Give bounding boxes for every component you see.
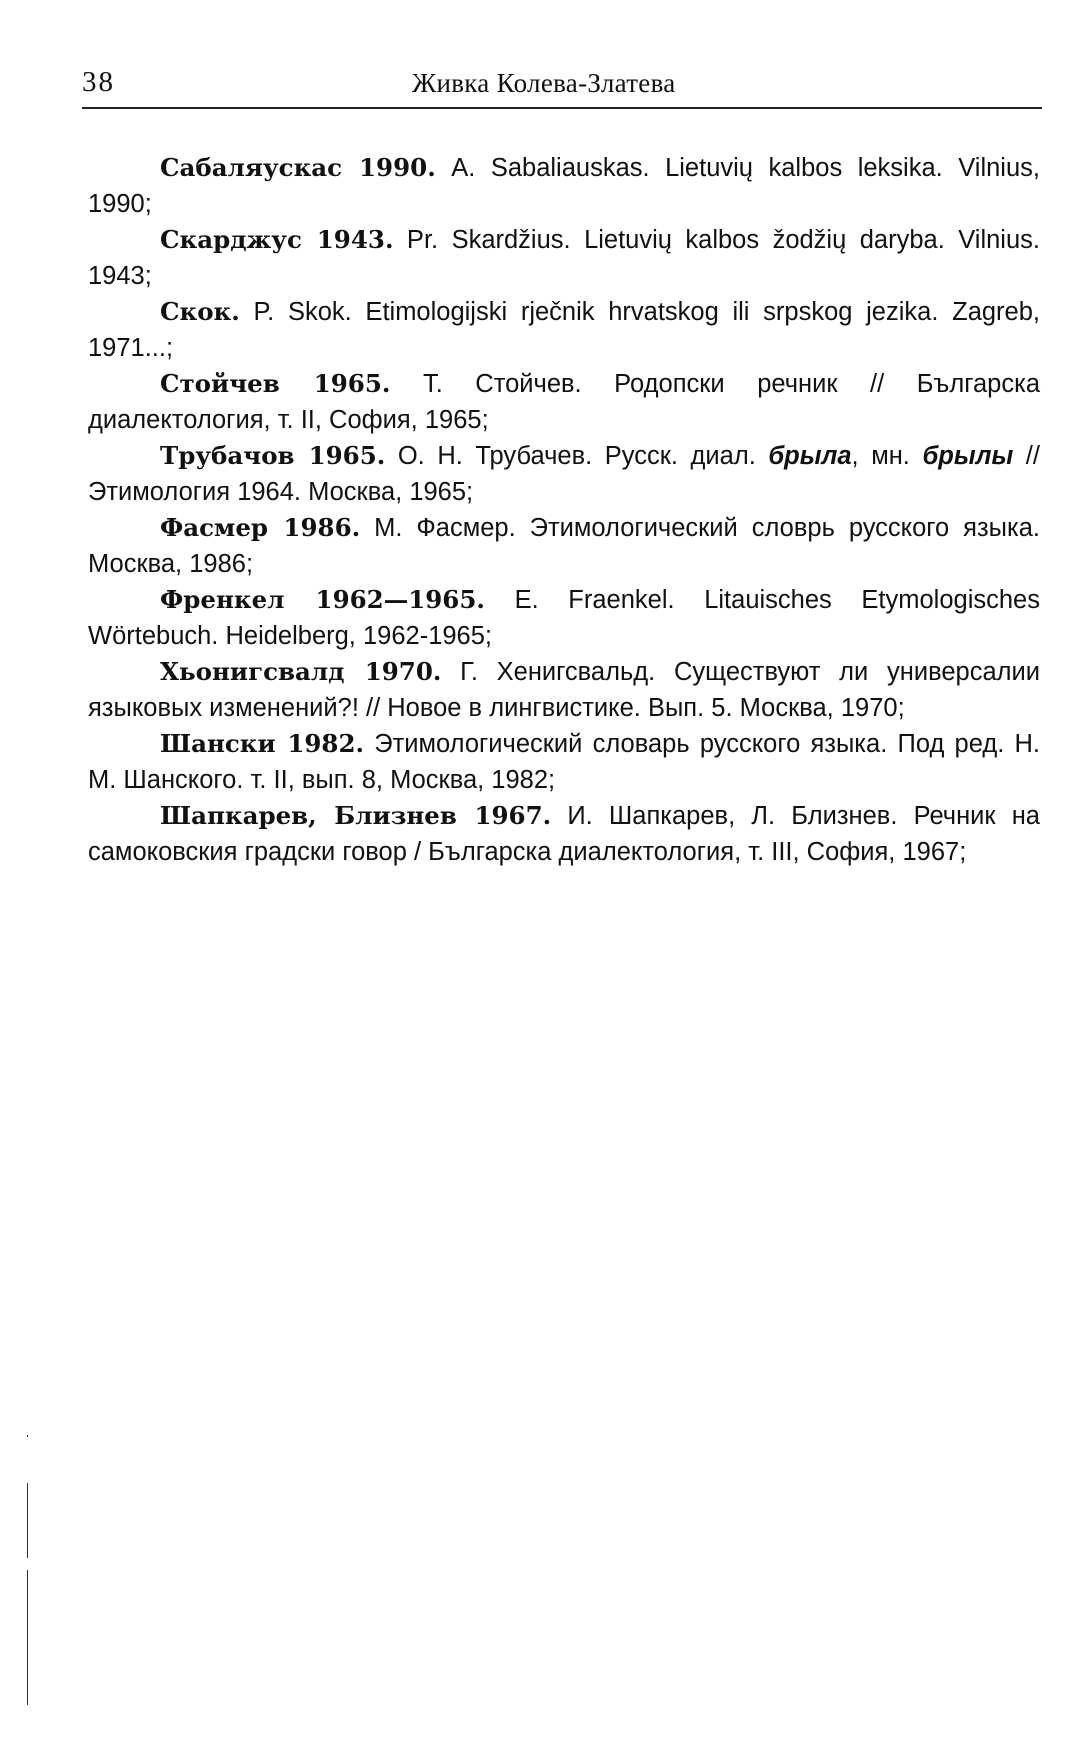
bibliography-entry: [88, 510, 1040, 582]
bibliography-entry: [88, 654, 1040, 726]
entry-reference-part: // Этимология 1964. Москва, 1965;: [88, 442, 1040, 506]
scan-margin-mark: [27, 1483, 28, 1558]
entry-key: Шански 1982.: [160, 729, 365, 758]
header-rule: [82, 107, 1042, 109]
entry-key: Сабаляускас 1990.: [160, 153, 436, 182]
bibliography-entry: [88, 438, 1040, 510]
entry-reference: Т. Стойчев. Родопски речник // Българска диалектология, т. II, София, 1965;: [88, 370, 1040, 434]
running-title: Живка Колева-Златева: [412, 68, 676, 98]
entry-key: Френкел 1962—1965.: [160, 585, 485, 614]
entry-key: Стойчев 1965.: [160, 369, 391, 398]
bibliography-entry: [88, 150, 1040, 222]
entry-key: Скарджус 1943.: [160, 225, 394, 254]
entry-reference-part: , мн.: [851, 442, 923, 470]
entry-key: Трубачов 1965.: [160, 441, 386, 470]
entry-reference: Pr. Skardžius. Lietuvių kalbos žodžių daryba. Vilnius. 1943;: [88, 226, 1040, 290]
entry-key: Скок.: [160, 297, 240, 326]
italic-term: брыла: [768, 442, 852, 470]
entry-reference: Этимологический словарь русского языка. Под ред. Н. М. Шанского. т. II, вып. 8, Москва, 1982;: [88, 730, 1041, 794]
bibliography-entry: [88, 294, 1040, 366]
bibliography-entry: [88, 798, 1040, 870]
entry-reference: Г. Хенигсвальд. Существуют ли универсалии языковых изменений?! // Новое в лингвистике. Вып. 5. Москва, 1970;: [88, 658, 1041, 722]
page-header: [82, 66, 1042, 106]
entry-reference-part: О. Н. Трубачев. Русск. диал.: [385, 442, 769, 470]
scan-margin-mark: [27, 1435, 28, 1437]
entry-key: Фасмер 1986.: [160, 513, 361, 542]
entry-key: Шапкарев, Близнев 1967.: [160, 801, 552, 830]
page-number: 38: [82, 66, 115, 98]
bibliography-list: [88, 150, 1040, 870]
entry-reference: И. Шапкарев, Л. Близнев. Речник на самоковския градски говор / Българска диалектология, т. III, София, 1967;: [88, 802, 1040, 866]
entry-key: Хьонигсвалд 1970.: [160, 657, 442, 686]
bibliography-entry: [88, 726, 1040, 798]
entry-reference: E. Fraenkel. Litauisches Etymologisches Wörtebuch. Heidelberg, 1962-1965;: [88, 586, 1040, 650]
scan-margin-mark: [27, 1570, 28, 1705]
italic-term: брылы: [922, 442, 1014, 470]
entry-reference: A. Sabaliauskas. Lietuvių kalbos leksika. Vilnius, 1990;: [88, 154, 1040, 218]
bibliography-entry: [88, 366, 1040, 438]
entry-reference: М. Фасмер. Этимологический словрь русского языка. Москва, 1986;: [88, 514, 1040, 578]
bibliography-entry: [88, 222, 1040, 294]
entry-reference: P. Skok. Etimologijski rječnik hrvatskog ili srpskog jezika. Zagreb, 1971...;: [88, 298, 1040, 362]
bibliography-entry: [88, 582, 1040, 654]
